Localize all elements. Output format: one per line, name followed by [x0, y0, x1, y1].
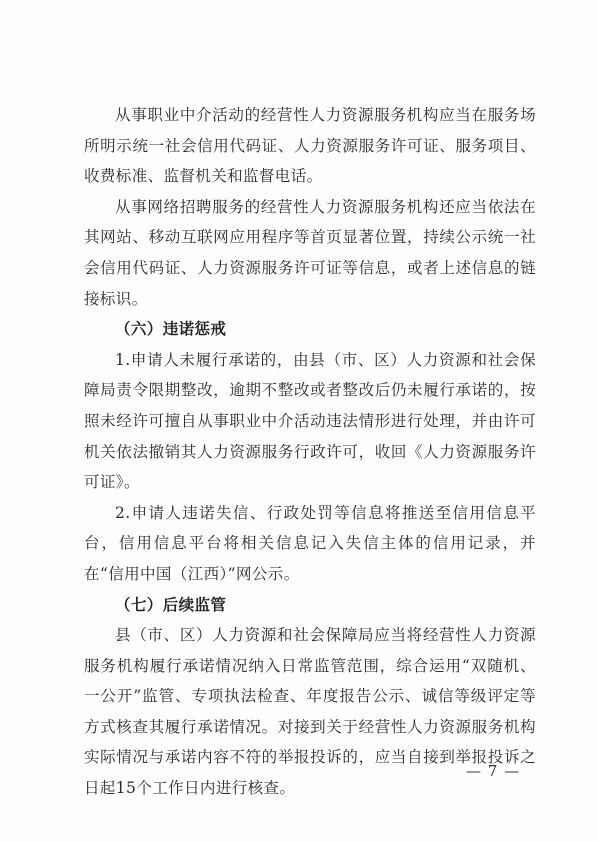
paragraph-service-display: 从事职业中介活动的经营性人力资源服务机构应当在服务场所明示统一社会信用代码证、人力资源服务许可证、服务项目、收费标准、监督机关和监督电话。 — [84, 106, 536, 186]
page-number: — 7 — — [466, 762, 521, 780]
paragraph-supervision: 县（市、区）人力资源和社会保障局应当将经营性人力资源服务机构履行承诺情况纳入日常监管范围，综合运用“双随机、一公开”监管、专项执法检查、年度报告公示、诚信等级评定等方式核查其履行承诺情况。对接到关于经营性人力资源服务机构实际情况与承诺内容不符的举报投诉的，应当自接到举报投诉之日起15个工作日内进行核查。 — [84, 626, 536, 798]
section-heading-follow-up-supervision: （七）后续监管 — [115, 595, 227, 614]
paragraph-online-recruitment: 从事网络招聘服务的经营性人力资源服务机构还应当依法在其网站、移动互联网应用程序等首页显著位置，持续公示统一社会信用代码证、人力资源服务许可证等信息，或者上述信息的链接标识。 — [84, 197, 536, 308]
document-body — [84, 100, 536, 804]
paragraph-penalty-item-2: 2.申请人违诺失信、行政处罚等信息将推送至信用信息平台，信用信息平台将相关信息记入失信主体的信用记录，并在“信用中国（江西）”网公示。 — [84, 503, 536, 583]
section-heading-violation-penalty: （六）违诺惩戒 — [115, 320, 227, 339]
paragraph-penalty-item-1: 1.申请人未履行承诺的，由县（市、区）人力资源和社会保障局责令限期整改，逾期不整改或者整改后仍未履行承诺的，按照未经许可擅自从事职业中介活动违法情形进行处理，并由许可机关依法撤销其人力资源服务行政许可，收回《人力资源服务许可证》。 — [84, 350, 536, 492]
